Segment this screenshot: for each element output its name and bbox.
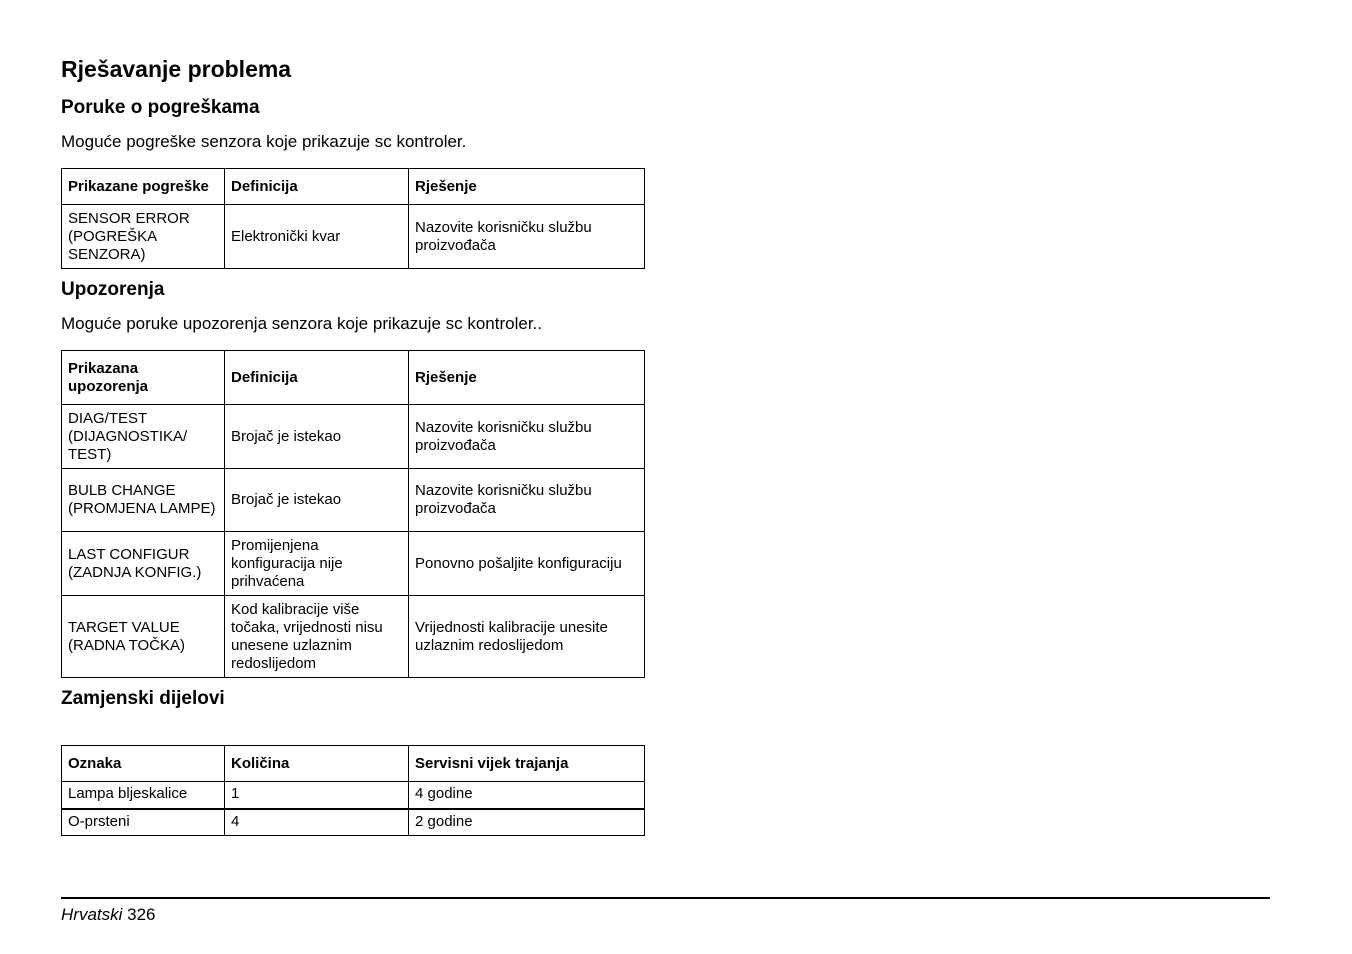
errors-heading: Poruke o pogreškama	[61, 97, 260, 118]
table-row	[62, 205, 645, 269]
column-header: Rješenje	[409, 169, 645, 205]
table-cell: Elektronički kvar	[225, 205, 409, 269]
table-header-row	[62, 746, 645, 782]
column-header: Definicija	[225, 169, 409, 205]
column-header: Oznaka	[62, 746, 225, 782]
page-footer	[61, 904, 156, 926]
table-cell: 1	[225, 782, 409, 809]
table-cell: LAST CONFIGUR (ZADNJA KONFIG.)	[62, 532, 225, 596]
errors-table	[61, 168, 645, 269]
table-row	[62, 469, 645, 532]
footer-divider	[61, 897, 1270, 899]
table-cell: TARGET VALUE (RADNA TOČKA)	[62, 596, 225, 678]
table-cell: Vrijednosti kalibracije unesite uzlaznim redoslijedom	[409, 596, 645, 678]
table-cell: Promijenjena konfiguracija nije prihvaćena	[225, 532, 409, 596]
table-row	[62, 782, 645, 809]
table-cell: Lampa bljeskalice	[62, 782, 225, 809]
table-header-row	[62, 351, 645, 405]
table-cell: O-prsteni	[62, 809, 225, 836]
warnings-intro: Moguće poruke upozorenja senzora koje prikazuje sc kontroler..	[61, 314, 542, 333]
table-cell: Kod kalibracije više točaka, vrijednosti nisu unesene uzlaznim redoslijedom	[225, 596, 409, 678]
page-title: Rješavanje problema	[61, 56, 292, 82]
column-header: Količina	[225, 746, 409, 782]
table-cell: Nazovite korisničku službu proizvođača	[409, 405, 645, 469]
table-cell: Nazovite korisničku službu proizvođača	[409, 205, 645, 269]
table-row	[62, 532, 645, 596]
table-row	[62, 596, 645, 678]
errors-intro: Moguće pogreške senzora koje prikazuje sc kontroler.	[61, 132, 467, 151]
table-cell: DIAG/TEST (DIJAGNOSTIKA/ TEST)	[62, 405, 225, 469]
table-cell: 4 godine	[409, 782, 645, 809]
page-number: 326	[127, 905, 156, 924]
table-cell: BULB CHANGE (PROMJENA LAMPE)	[62, 469, 225, 532]
table-cell: Brojač je istekao	[225, 469, 409, 532]
table-cell: Ponovno pošaljite konfiguraciju	[409, 532, 645, 596]
parts-heading: Zamjenski dijelovi	[61, 688, 225, 709]
table-row	[62, 809, 645, 836]
table-row	[62, 405, 645, 469]
column-header: Servisni vijek trajanja	[409, 746, 645, 782]
table-cell: 4	[225, 809, 409, 836]
column-header: Prikazane pogreške	[62, 169, 225, 205]
table-cell: SENSOR ERROR (POGREŠKA SENZORA)	[62, 205, 225, 269]
table-cell: 2 godine	[409, 809, 645, 836]
column-header: Prikazana upozorenja	[62, 351, 225, 405]
footer-language: Hrvatski	[61, 905, 123, 924]
parts-table	[61, 745, 645, 836]
column-header: Definicija	[225, 351, 409, 405]
table-cell: Brojač je istekao	[225, 405, 409, 469]
warnings-table	[61, 350, 645, 678]
warnings-heading: Upozorenja	[61, 279, 165, 300]
table-header-row	[62, 169, 645, 205]
column-header: Rješenje	[409, 351, 645, 405]
table-cell: Nazovite korisničku službu proizvođača	[409, 469, 645, 532]
